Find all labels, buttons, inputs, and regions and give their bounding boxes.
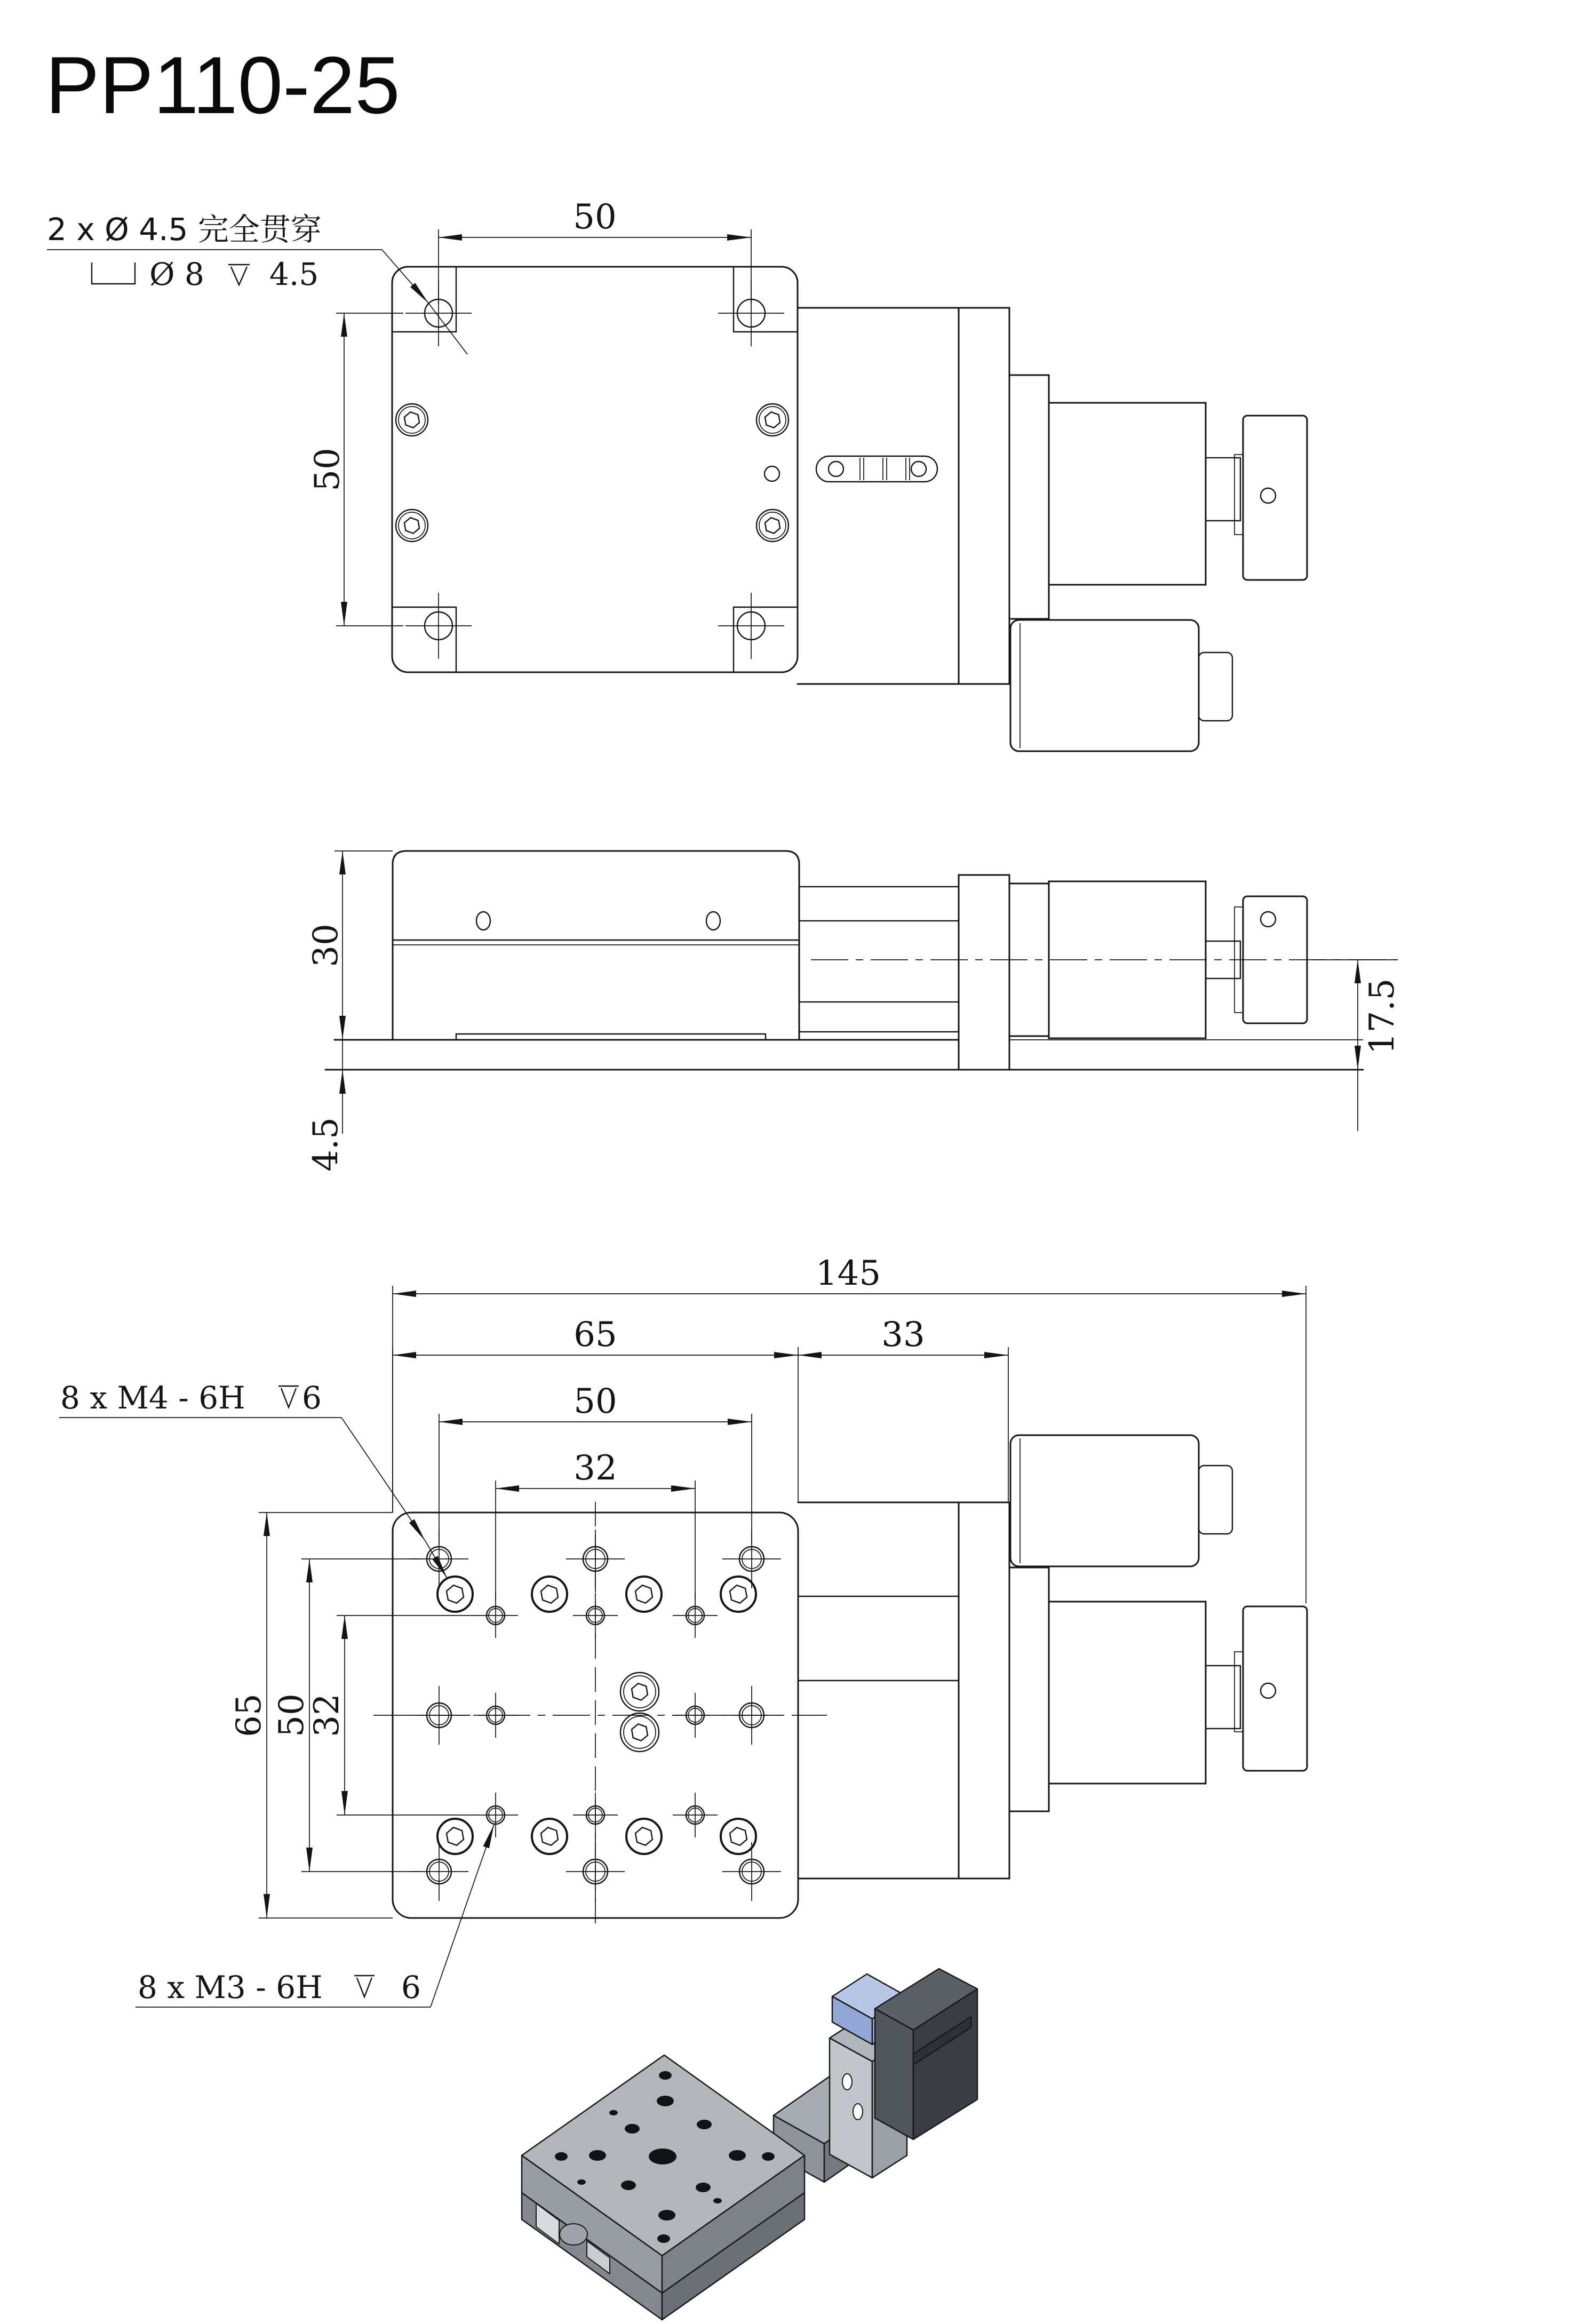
callout-m4-text: 8 x M4 - 6H xyxy=(60,1380,245,1416)
side-hole-left xyxy=(476,912,490,930)
top-callout-hole xyxy=(47,211,467,354)
dim-bottom-50v: 50 xyxy=(272,1693,312,1737)
bottom-connector-housing xyxy=(1010,1435,1232,1566)
top-view xyxy=(47,197,1307,751)
bottom-adapter-plate xyxy=(959,1502,1009,1879)
bottom-view xyxy=(59,1254,1307,2007)
callout-cbore-depth: 4.5 xyxy=(269,256,319,292)
bottom-dim-65h-33 xyxy=(393,1315,1008,1513)
top-motor-shaft xyxy=(1206,458,1240,521)
top-terminal-block xyxy=(816,456,937,482)
side-hole-right xyxy=(706,912,720,930)
bottom-motor-shaft xyxy=(1206,1666,1240,1729)
dim-side-4p5: 4.5 xyxy=(306,1117,346,1172)
callout-cbore-dia: Ø 8 xyxy=(149,256,204,292)
dim-bottom-50h: 50 xyxy=(574,1382,617,1421)
depth-symbol-icon xyxy=(354,1976,375,1997)
side-dim-30 xyxy=(306,851,393,1040)
dim-top-50h: 50 xyxy=(573,197,617,237)
side-dim-17p5 xyxy=(1312,960,1402,1131)
callout-m4-depth: 6 xyxy=(302,1380,322,1416)
top-coupling-screw-hole xyxy=(1261,488,1276,503)
dim-side-17p5: 17.5 xyxy=(1363,978,1402,1055)
bottom-callout-m4 xyxy=(59,1380,447,1578)
depth-symbol-icon xyxy=(228,265,250,285)
callout-hole-text: 2 x Ø 4.5 完全贯穿 xyxy=(47,211,322,248)
top-motor-flange xyxy=(1009,375,1049,619)
top-dim-50-vertical xyxy=(308,313,403,626)
top-plate-outline xyxy=(392,267,798,672)
dim-top-50v: 50 xyxy=(308,448,347,491)
top-corner-holes xyxy=(405,280,784,659)
bottom-dim-145 xyxy=(393,1254,1306,1603)
top-adapter-plate xyxy=(959,308,1009,684)
side-view xyxy=(306,851,1402,1172)
side-dim-4p5 xyxy=(306,1040,346,1172)
top-motor-body xyxy=(1049,403,1206,585)
counterbore-symbol-icon xyxy=(92,262,135,284)
iso-view xyxy=(522,1969,977,2320)
bottom-base-block xyxy=(798,1502,959,1879)
side-stage-body xyxy=(393,851,799,1040)
top-dim-50-horizontal xyxy=(439,197,751,304)
dim-bottom-32v: 32 xyxy=(307,1693,347,1737)
dim-bottom-32h: 32 xyxy=(574,1448,617,1488)
bottom-motor-flange xyxy=(1009,1567,1049,1811)
dim-bottom-33: 33 xyxy=(881,1315,925,1355)
callout-m3-depth: 6 xyxy=(401,1969,421,2005)
top-connector-housing xyxy=(1010,620,1232,751)
depth-symbol-icon xyxy=(278,1386,299,1407)
dim-bottom-145: 145 xyxy=(815,1254,881,1293)
dim-bottom-65h: 65 xyxy=(574,1315,617,1355)
top-base-block xyxy=(798,308,959,684)
bottom-callout-m3 xyxy=(136,1825,494,2007)
callout-m3-text: 8 x M3 - 6H xyxy=(138,1969,323,2005)
top-socket-screws xyxy=(396,404,788,542)
top-pin-hole xyxy=(764,466,779,481)
dim-side-30: 30 xyxy=(306,924,346,967)
page-title: PP110-25 xyxy=(45,40,400,131)
side-adapter-plate xyxy=(959,875,1009,1070)
dim-bottom-65v: 65 xyxy=(229,1693,269,1737)
bottom-motor-body xyxy=(1049,1602,1206,1784)
iso-stage xyxy=(522,2055,805,2320)
